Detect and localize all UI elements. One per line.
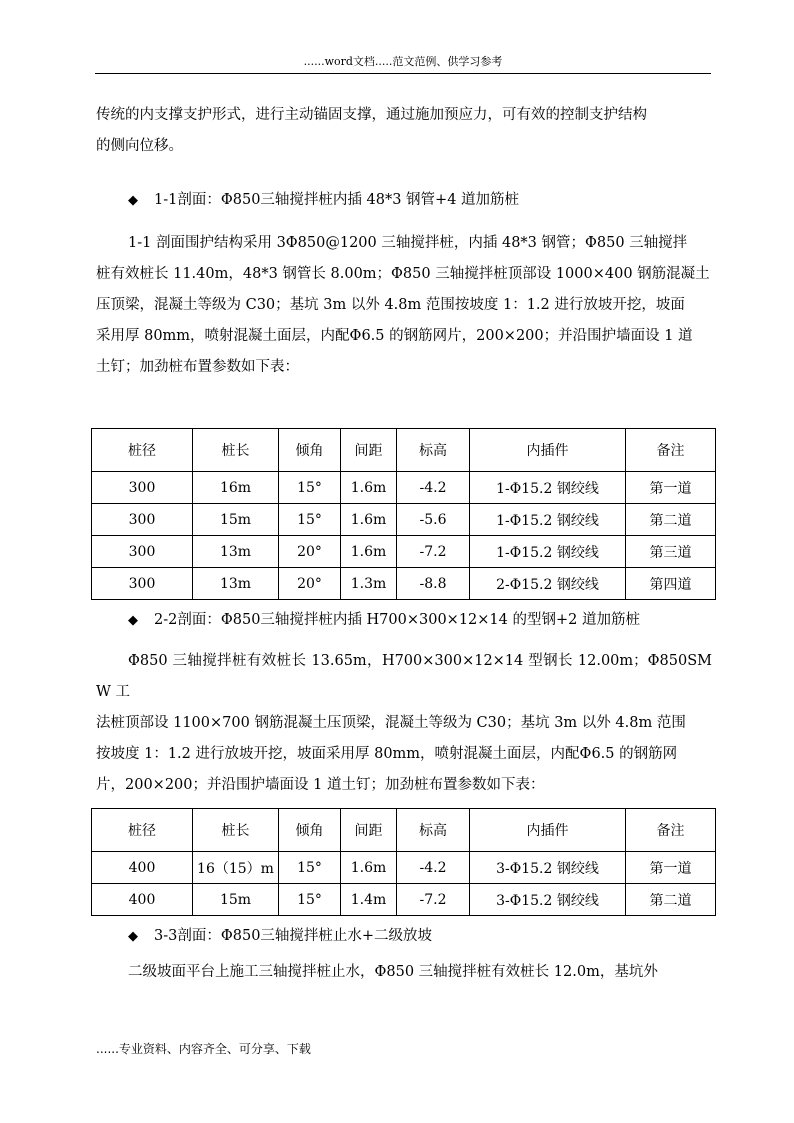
- table-cell: 第二道: [626, 884, 716, 916]
- header-divider: [95, 73, 711, 74]
- section-2-title: 2-2剖面：Φ850三轴搅拌桩内插 H700×300×12×14 的型钢+2 道加筋桩: [154, 612, 640, 628]
- table-cell: 15°: [279, 852, 341, 884]
- page-footer: ......专业资料、内容齐全、可分享、下载: [96, 1042, 311, 1056]
- section-2-line-4: 片，200×200；并沿围护墙面设 1 道土钉；加劲桩布置参数如下表：: [96, 777, 545, 793]
- section-2-line-3: 按坡度 1：1.2 进行放坡开挖，坡面采用厚 80mm，喷射混凝土面层，内配Φ6.5 的钢筋网: [96, 746, 678, 762]
- table-cell: 15m: [193, 504, 279, 536]
- section-3-heading: [128, 925, 718, 948]
- section-3-title: 3-3剖面：Φ850三轴搅拌桩止水+二级放坡: [154, 928, 433, 944]
- table-cell: 第四道: [626, 568, 716, 600]
- diamond-bullet-icon: ◆: [128, 929, 138, 944]
- table-cell: 1-Φ15.2 钢绞线: [470, 504, 626, 536]
- header-cell: 间距: [341, 809, 397, 852]
- section-2-line-2: 法桩顶部设 1100×700 钢筋混凝土压顶梁，混凝土等级为 C30；基坑 3m 以外 4.8m 范围: [96, 715, 686, 731]
- section-2-heading: [128, 609, 718, 632]
- table-cell: 16（15）m: [193, 852, 279, 884]
- table-cell: 2-Φ15.2 钢绞线: [470, 568, 626, 600]
- table-row: [92, 884, 716, 916]
- header-cell: 标高: [397, 429, 470, 472]
- table-row: [92, 536, 716, 568]
- diamond-bullet-icon: ◆: [128, 613, 138, 628]
- table-cell: -8.8: [397, 568, 470, 600]
- section-3-body: [96, 957, 712, 988]
- section-1-line-3: 压顶梁，混凝土等级为 C30；基坑 3m 以外 4.8m 范围按坡度 1：1.2 进行放坡开挖，坡面: [96, 297, 685, 313]
- table-cell: 第一道: [626, 852, 716, 884]
- intro-line-2: 的侧向位移。: [96, 138, 183, 154]
- section-1-line-4: 采用厚 80mm，喷射混凝土面层，内配Φ6.5 的钢筋网片，200×200；并沿围护墙面设 1 道: [96, 328, 693, 344]
- table-cell: 300: [92, 472, 193, 504]
- table-cell: 1.6m: [341, 504, 397, 536]
- header-cell: 标高: [397, 809, 470, 852]
- table-row: [92, 852, 716, 884]
- page-header: ......word文档.....范文范例、供学习参考: [303, 55, 503, 68]
- header-cell: 倾角: [279, 429, 341, 472]
- table-cell: 3-Φ15.2 钢绞线: [470, 852, 626, 884]
- header-cell: 桩长: [193, 809, 279, 852]
- section-3-line-1: 二级坡面平台上施工三轴搅拌桩止水，Φ850 三轴搅拌桩有效桩长 12.0m，基坑外: [128, 964, 658, 980]
- table-cell: 第二道: [626, 504, 716, 536]
- header-cell: 桩径: [92, 809, 193, 852]
- table-cell: 20°: [279, 536, 341, 568]
- table-cell: 15°: [279, 472, 341, 504]
- table-cell: 13m: [193, 568, 279, 600]
- table-cell: 1-Φ15.2 钢绞线: [470, 472, 626, 504]
- section-2-line-1: Φ850 三轴搅拌桩有效桩长 13.65m，H700×300×12×14 型钢长 12.00m；Φ850SMW 工: [96, 653, 712, 700]
- table-header-row: [92, 809, 716, 852]
- table-cell: 20°: [279, 568, 341, 600]
- table-cell: -7.2: [397, 884, 470, 916]
- header-cell: 备注: [626, 429, 716, 472]
- section-1-line-5: 土钉；加劲桩布置参数如下表：: [96, 359, 299, 375]
- header-cell: 内插件: [470, 429, 626, 472]
- table-cell: 1.6m: [341, 536, 397, 568]
- table-header-row: [92, 429, 716, 472]
- section-1-line-2: 桩有效桩长 11.40m，48*3 钢管长 8.00m；Φ850 三轴搅拌桩顶部设 1000×400 钢筋混凝土: [96, 266, 710, 282]
- header-cell: 内插件: [470, 809, 626, 852]
- table-cell: 1.6m: [341, 472, 397, 504]
- intro-paragraph: [96, 100, 712, 162]
- table-cell: -4.2: [397, 852, 470, 884]
- table-row: [92, 568, 716, 600]
- table-cell: 16m: [193, 472, 279, 504]
- table-cell: 300: [92, 536, 193, 568]
- header-cell: 桩长: [193, 429, 279, 472]
- table-cell: -5.6: [397, 504, 470, 536]
- header-cell: 备注: [626, 809, 716, 852]
- table-cell: 15°: [279, 884, 341, 916]
- table-cell: 13m: [193, 536, 279, 568]
- table-cell: 15m: [193, 884, 279, 916]
- section-1-line-1: 1-1 剖面围护结构采用 3Φ850@1200 三轴搅拌桩，内插 48*3 钢管；Φ850 三轴搅拌: [128, 235, 688, 251]
- table-cell: 300: [92, 568, 193, 600]
- table-row: [92, 504, 716, 536]
- diamond-bullet-icon: ◆: [128, 193, 138, 208]
- table-cell: -4.2: [397, 472, 470, 504]
- table-cell: 300: [92, 504, 193, 536]
- table-cell: 第一道: [626, 472, 716, 504]
- header-cell: 间距: [341, 429, 397, 472]
- header-cell: 倾角: [279, 809, 341, 852]
- intro-line-1: 传统的内支撑支护形式，进行主动锚固支撑，通过施加预应力，可有效的控制支护结构: [96, 107, 647, 123]
- section-2-table: [91, 808, 716, 916]
- table-cell: 1.3m: [341, 568, 397, 600]
- section-2-body: [96, 646, 712, 801]
- table-cell: -7.2: [397, 536, 470, 568]
- section-1-table: [91, 428, 716, 600]
- table-cell: 第三道: [626, 536, 716, 568]
- table-row: [92, 472, 716, 504]
- section-1-body: [96, 228, 712, 383]
- table-cell: 400: [92, 884, 193, 916]
- section-1-title: 1-1剖面：Φ850三轴搅拌桩内插 48*3 钢管+4 道加筋桩: [154, 192, 520, 208]
- table-cell: 1.6m: [341, 852, 397, 884]
- table-cell: 15°: [279, 504, 341, 536]
- table-cell: 1.4m: [341, 884, 397, 916]
- table-cell: 1-Φ15.2 钢绞线: [470, 536, 626, 568]
- section-1-heading: [128, 189, 718, 212]
- table-cell: 400: [92, 852, 193, 884]
- table-cell: 3-Φ15.2 钢绞线: [470, 884, 626, 916]
- header-cell: 桩径: [92, 429, 193, 472]
